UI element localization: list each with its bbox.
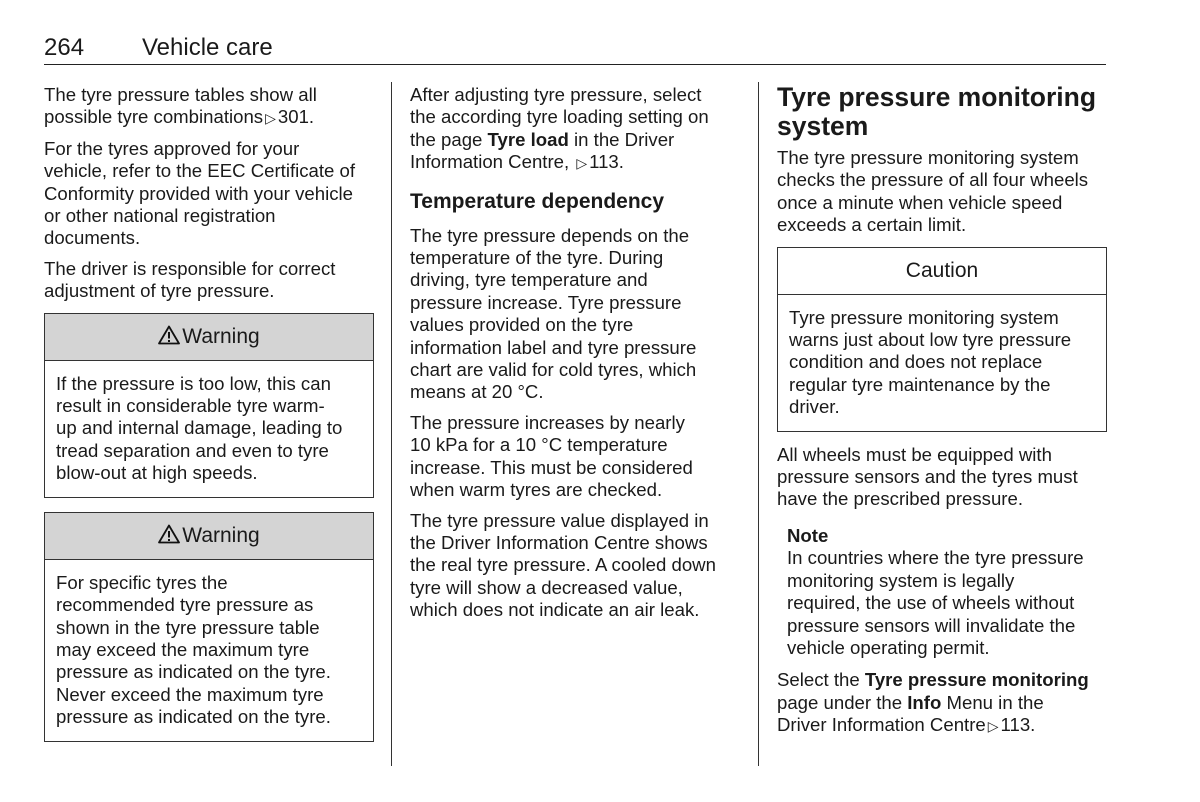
note-block: Note In countries where the tyre pressure monitoring system is legally required, the use of wheels without pressure sensors will invalidate the vehicle operating permit. — [787, 525, 1107, 659]
column-left — [44, 84, 374, 754]
warning-text: If the pressure is too low, this can result in considerable tyre warm- up and internal damage, leading to tread separation and even to tyre blow-out at high speeds. — [56, 372, 343, 484]
caution-text: Tyre pressure monitoring system warns just about low tyre pressure condition and does not replace regular tyre maintenance by the driver. — [789, 306, 1072, 418]
sensors-paragraph: All wheels must be equipped with pressure sensors and the tyres must have the prescribed pressure. — [777, 443, 1078, 510]
displayed-value-paragraph: The tyre pressure value displayed in the Driver Information Centre shows the real tyre pressure. A cooled down tyre will show a decreased value, which does not indicate an air leak. — [410, 509, 716, 621]
pressure-increase-paragraph: The pressure increases by nearly 10 kPa for a 10 °C temperature increase. This must be considered when warm tyres are checked. — [410, 411, 693, 501]
warning-header — [45, 513, 373, 560]
section-title: Vehicle care — [142, 34, 273, 61]
column-divider-2 — [758, 82, 759, 766]
warning-box-max-pressure — [44, 512, 374, 742]
page-reference[interactable]: 113. — [1000, 714, 1036, 736]
temperature-dependency-heading: Temperature dependency — [410, 189, 665, 213]
tyre-load-paragraph: After adjusting tyre pressure, select the according tyre loading setting on the page Tyre load in the Driver Information Centre, ▷ 113. — [410, 84, 709, 173]
warning-title: Warning — [182, 324, 260, 348]
tpms-menu-paragraph: Select the Tyre pressure monitoring page under the Info Menu in the Driver Information Centre ▷ 113. — [777, 669, 1089, 736]
cross-reference-arrow-icon: ▷ — [576, 155, 588, 172]
caution-box — [777, 247, 1107, 432]
warning-title: Warning — [182, 523, 260, 547]
intro-paragraph: The tyre pressure tables show all possible tyre combinations ▷ 301. — [44, 84, 317, 128]
column-right — [777, 84, 1107, 746]
tpms-menu-label: Tyre pressure monitoring — [864, 669, 1089, 691]
column-middle — [410, 84, 744, 630]
column-divider-1 — [391, 82, 392, 766]
caution-header: Caution — [778, 248, 1106, 295]
warning-triangle-icon — [158, 515, 180, 561]
page-header — [44, 30, 1106, 65]
driver-responsibility-paragraph: The driver is responsible for correct adjustment of tyre pressure. — [44, 257, 336, 302]
tpms-intro-paragraph: The tyre pressure monitoring system checks the pressure of all four wheels once a minute when vehicle speed exceeds a certain limit. — [777, 147, 1089, 236]
cross-reference-arrow-icon: ▷ — [265, 110, 276, 127]
cross-reference-arrow-icon: ▷ — [987, 718, 999, 735]
tyre-load-menu-label: Tyre load — [487, 128, 569, 150]
tpms-section-title: Tyre pressure monitoring system — [777, 82, 1097, 141]
page-number: 264 — [44, 34, 85, 61]
temperature-paragraph: The tyre pressure depends on the temperature of the tyre. During driving, tyre temperature and pressure increase. Tyre pressure values provided on the tyre information label and tyre pressure chart are valid for cold tyres, which means at 20 °C. — [410, 224, 697, 403]
page-reference[interactable]: 113. — [589, 151, 624, 173]
approved-tyres-paragraph: For the tyres approved for your vehicle, refer to the EEC Certificate of Conformity provided with your vehicle or other national registration documents. — [44, 137, 356, 249]
warning-box-low-pressure — [44, 313, 374, 498]
note-title: Note — [787, 524, 829, 546]
info-menu-label: Info — [907, 691, 942, 713]
warning-header — [45, 314, 373, 361]
warning-triangle-icon — [158, 316, 180, 362]
page-reference[interactable]: 301. — [277, 106, 315, 128]
warning-text: For specific tyres the recommended tyre pressure as shown in the tyre pressure table may exceed the maximum tyre pressure as indicated on the tyre. Never exceed the maximum tyre pressure as indicated on the tyre. — [56, 571, 331, 728]
